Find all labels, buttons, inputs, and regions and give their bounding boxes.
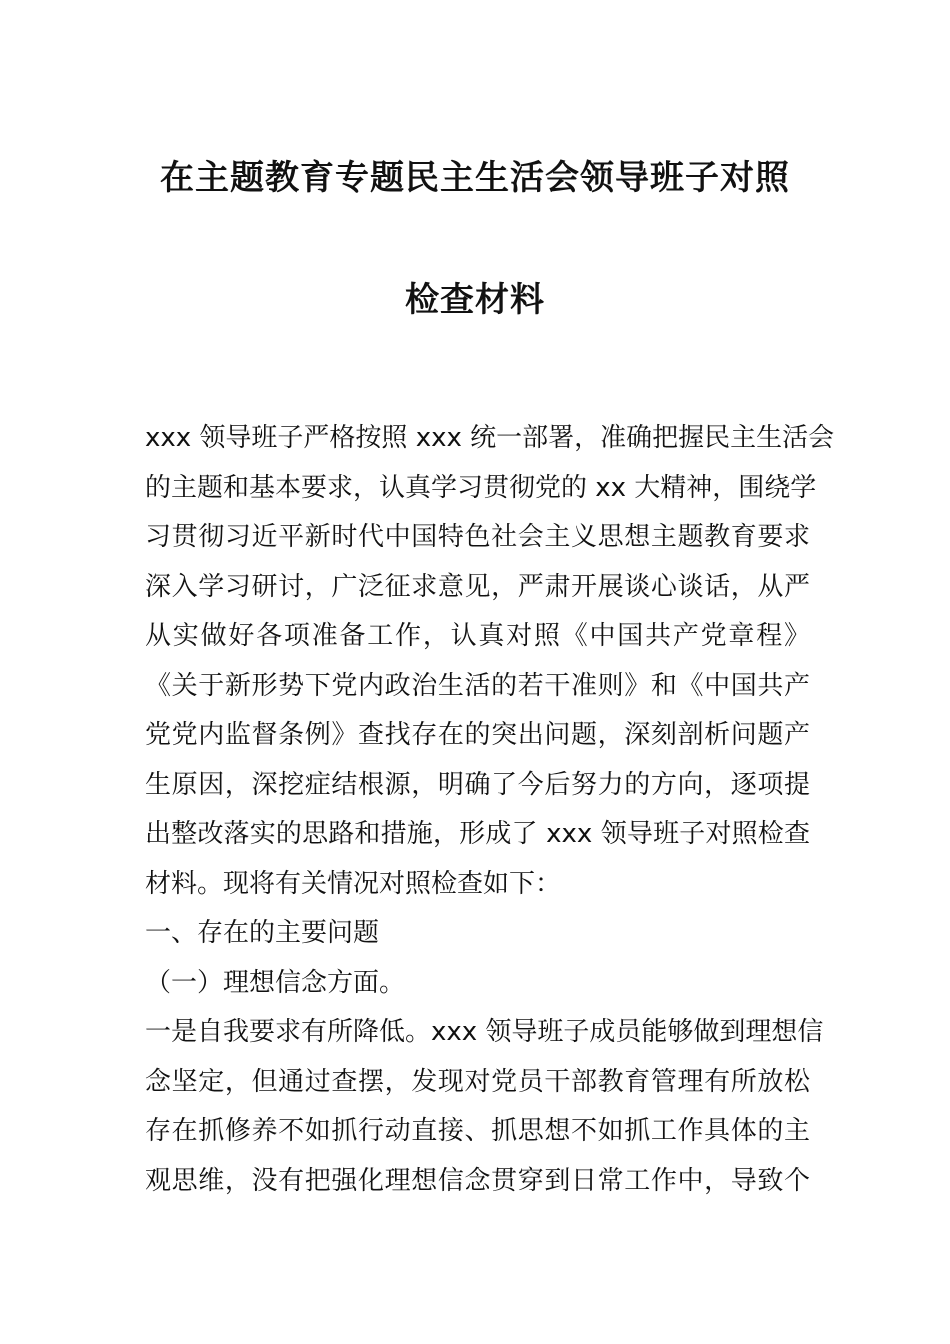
body-line: 一是自我要求有所降低。xxx 领导班子成员能够做到理想信: [145, 1017, 824, 1047]
document-title-line-1: 在主题教育专题民主生活会领导班子对照: [160, 158, 790, 198]
body-line: 党党内监督条例》查找存在的突出问题，深刻剖析问题产: [145, 720, 810, 750]
subsection-heading: （一）理想信念方面。: [145, 967, 406, 998]
body-line: 出整改落实的思路和措施，形成了 xxx 领导班子对照检查: [145, 819, 810, 849]
document-title-line-2: 检查材料: [405, 280, 545, 320]
body-line: 《关于新形势下党内政治生活的若干准则》和《中国共产: [145, 670, 810, 701]
body-line: 材料。现将有关情况对照检查如下：: [145, 868, 562, 899]
body-line: 观思维，没有把强化理想信念贯穿到日常工作中，导致个: [145, 1165, 810, 1196]
body-line: 习贯彻习近平新时代中国特色社会主义思想主题教育要求: [145, 522, 810, 552]
body-line: 深入学习研讨，广泛征求意见，严肃开展谈心谈话，从严: [145, 571, 810, 602]
body-line: xxx 领导班子严格按照 xxx 统一部署，准确把握民主生活会: [145, 423, 835, 453]
body-line: 念坚定，但通过查摆，发现对党员干部教育管理有所放松: [145, 1066, 810, 1097]
section-heading: 一、存在的主要问题: [145, 918, 380, 948]
document-body: [145, 414, 835, 1206]
body-line: 存在抓修养不如抓行动直接、抓思想不如抓工作具体的主: [145, 1116, 810, 1146]
body-line: 生原因，深挖症结根源，明确了今后努力的方向，逐项提: [145, 769, 810, 800]
body-line: 从实做好各项准备工作，认真对照《中国共产党章程》: [145, 621, 810, 651]
body-line: 的主题和基本要求，认真学习贯彻党的 xx 大精神，围绕学: [145, 472, 817, 503]
